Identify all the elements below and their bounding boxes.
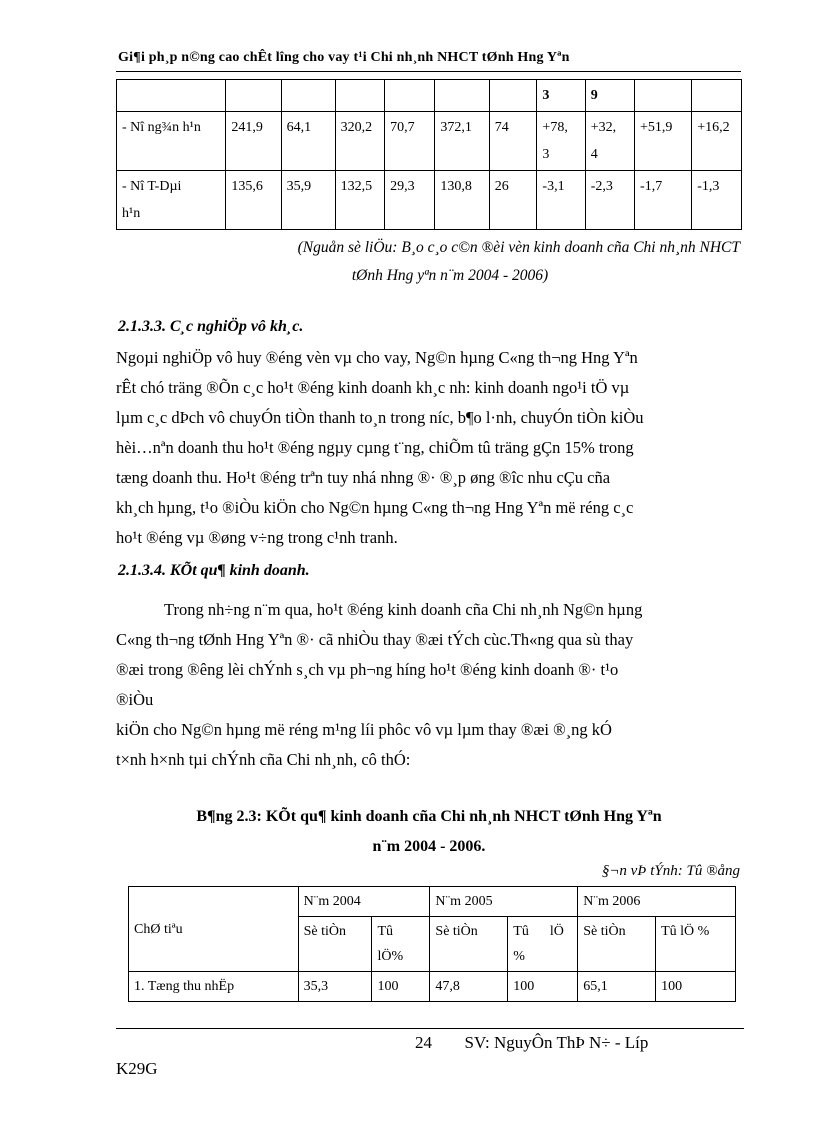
text-line: ho¹t ®éng vµ ®øng v÷ng trong c¹nh tranh. <box>116 528 398 547</box>
table-cell: -3,1 <box>537 171 585 230</box>
table-cell: 64,1 <box>281 112 335 171</box>
table-header-cell: N¨m 2004 <box>298 887 430 917</box>
table-caption <box>116 802 742 862</box>
table-row <box>117 80 742 112</box>
footer-line <box>415 1033 648 1053</box>
table-cell: +32, 4 <box>585 112 634 171</box>
table-cell <box>226 80 281 112</box>
source-note-line: (Nguån sè liÖu: B¸o c¸o c©n ®èi vèn kinh doanh cña Chi nh¸nh NHCT <box>297 239 740 256</box>
table-cell: +78, 3 <box>537 112 585 171</box>
class-info: K29G <box>116 1059 158 1078</box>
text-line: C«ng th¬ng tØnh Hng Yªn ®· cã nhiÒu thay ®æi tÝch cùc.Th«ng qua sù thay <box>116 630 634 649</box>
table-cell: 3 <box>537 80 585 112</box>
table-row <box>117 171 742 230</box>
table-cell: 100 <box>372 972 430 1002</box>
footer-rule <box>116 1028 744 1029</box>
table-cell: 35,3 <box>298 972 372 1002</box>
table-cell: 132,5 <box>335 171 385 230</box>
header-rule <box>116 71 741 72</box>
table-cell: 47,8 <box>430 972 508 1002</box>
text-line: rÊt chó träng ®Õn c¸c ho¹t ®éng kinh doanh kh¸c nh: kinh doanh ngo¹i tÖ vµ <box>116 378 630 397</box>
table-cell <box>489 80 537 112</box>
table-cell: 135,6 <box>226 171 281 230</box>
table-cell: 35,9 <box>281 171 335 230</box>
table-cell: 70,7 <box>385 112 435 171</box>
table-header-cell: Sè tiÒn <box>298 917 372 972</box>
section-heading: 2.1.3.4. KÕt qu¶ kinh doanh. <box>118 562 310 579</box>
text-line: tæng doanh thu. Ho¹t ®éng trªn tuy nhá nhng ®· ®¸p øng ®îc nhu cÇu cña <box>116 468 611 487</box>
table-cell: 29,3 <box>385 171 435 230</box>
table-cell: 372,1 <box>435 112 489 171</box>
caption-line: B¶ng 2.3: KÕt qu¶ kinh doanh cña Chi nh¸nh NHCT tØnh Hng Yªn <box>196 808 662 825</box>
student-info: SV: NguyÔn ThÞ N÷ - Líp <box>464 1033 649 1052</box>
text-line: ®æi trong ®êng lèi chÝnh s¸ch vµ ph¬ng híng ho¹t ®éng kinh doanh ®· t¹o <box>116 660 619 679</box>
table-header-cell: Tû lÖ% <box>372 917 430 972</box>
table-cell: -1,7 <box>635 171 692 230</box>
text-line: kh¸ch hµng, t¹o ®iÒu kiÖn cho Ng©n hµng C«ng th¬ng Hng Yªn më réng c¸c <box>116 498 634 517</box>
text-line: ®iÒu <box>116 690 154 709</box>
text-line: t×nh h×nh tµi chÝnh cña Chi nh¸nh, cô thÓ: <box>116 750 411 769</box>
table-cell: +16,2 <box>692 112 742 171</box>
text-line: Ngoµi nghiÖp vô huy ®éng vèn vµ cho vay, Ng©n hµng C«ng th¬ng Hng Yªn <box>116 348 638 367</box>
running-header: Gi¶i ph¸p n©ng cao chÊt lîng cho vay t¹i Chi nh¸nh NHCT tØnh Hng Yªn <box>118 50 570 65</box>
table-cell: 74 <box>489 112 537 171</box>
table-header-cell: Tû lÖ % <box>508 917 578 972</box>
table-cell: 320,2 <box>335 112 385 171</box>
table-cell: - Nî T-Dµi h¹n <box>117 171 226 230</box>
source-note <box>120 234 740 290</box>
table-cell: 9 <box>585 80 634 112</box>
table-cell: +51,9 <box>635 112 692 171</box>
table-cell: 1. Tæng thu nhËp <box>129 972 299 1002</box>
page-number: 24 <box>415 1033 432 1052</box>
table-cell: 241,9 <box>226 112 281 171</box>
table-cell <box>281 80 335 112</box>
table-cell <box>385 80 435 112</box>
unit-note: §¬n vÞ tÝnh: Tû ®ång <box>601 863 740 879</box>
text-line: lµm c¸c dÞch vô chuyÓn tiÒn thanh to¸n trong níc, b¶o l·nh, chuyÓn tiÒn kiÒu <box>116 408 644 427</box>
table-header-cell: ChØ tiªu <box>129 887 299 972</box>
table-header-cell: N¨m 2005 <box>430 887 578 917</box>
table-loan-structure <box>116 79 742 230</box>
table-cell <box>117 80 226 112</box>
paragraph <box>116 595 742 775</box>
table-header-cell: Sè tiÒn <box>430 917 508 972</box>
table-cell: - Nî ng¾n h¹n <box>117 112 226 171</box>
table-cell: -1,3 <box>692 171 742 230</box>
table-cell: 26 <box>489 171 537 230</box>
paragraph <box>116 343 742 553</box>
text-line: hèi…nªn doanh thu ho¹t ®éng ngµy cµng t¨ng, chiÕm tû träng gÇn 15% trong <box>116 438 634 457</box>
table-row <box>117 112 742 171</box>
table-cell: 65,1 <box>578 972 656 1002</box>
caption-line: n¨m 2004 - 2006. <box>372 838 486 855</box>
text-line: Trong nh÷ng n¨m qua, ho¹t ®éng kinh doanh cña Chi nh¸nh Ng©n hµng <box>164 600 643 619</box>
table-cell: 130,8 <box>435 171 489 230</box>
table-cell <box>635 80 692 112</box>
table-cell <box>692 80 742 112</box>
table-header-cell: Tû lÖ % <box>656 917 736 972</box>
table-cell: 100 <box>508 972 578 1002</box>
text-line: kiÖn cho Ng©n hµng më réng m¹ng líi phôc vô vµ lµm thay ®æi ®¸ng kÓ <box>116 720 612 739</box>
table-cell <box>435 80 489 112</box>
table-header-cell: Sè tiÒn <box>578 917 656 972</box>
table-row <box>129 887 736 917</box>
table-cell: -2,3 <box>585 171 634 230</box>
table-business-results <box>128 886 736 1002</box>
table-cell: 100 <box>656 972 736 1002</box>
table-row <box>129 972 736 1002</box>
table-cell <box>335 80 385 112</box>
source-note-line: tØnh Hng yªn n¨m 2004 - 2006) <box>351 267 549 284</box>
table-header-cell: N¨m 2006 <box>578 887 736 917</box>
section-heading: 2.1.3.3. C¸c nghiÖp vô kh¸c. <box>118 318 304 335</box>
